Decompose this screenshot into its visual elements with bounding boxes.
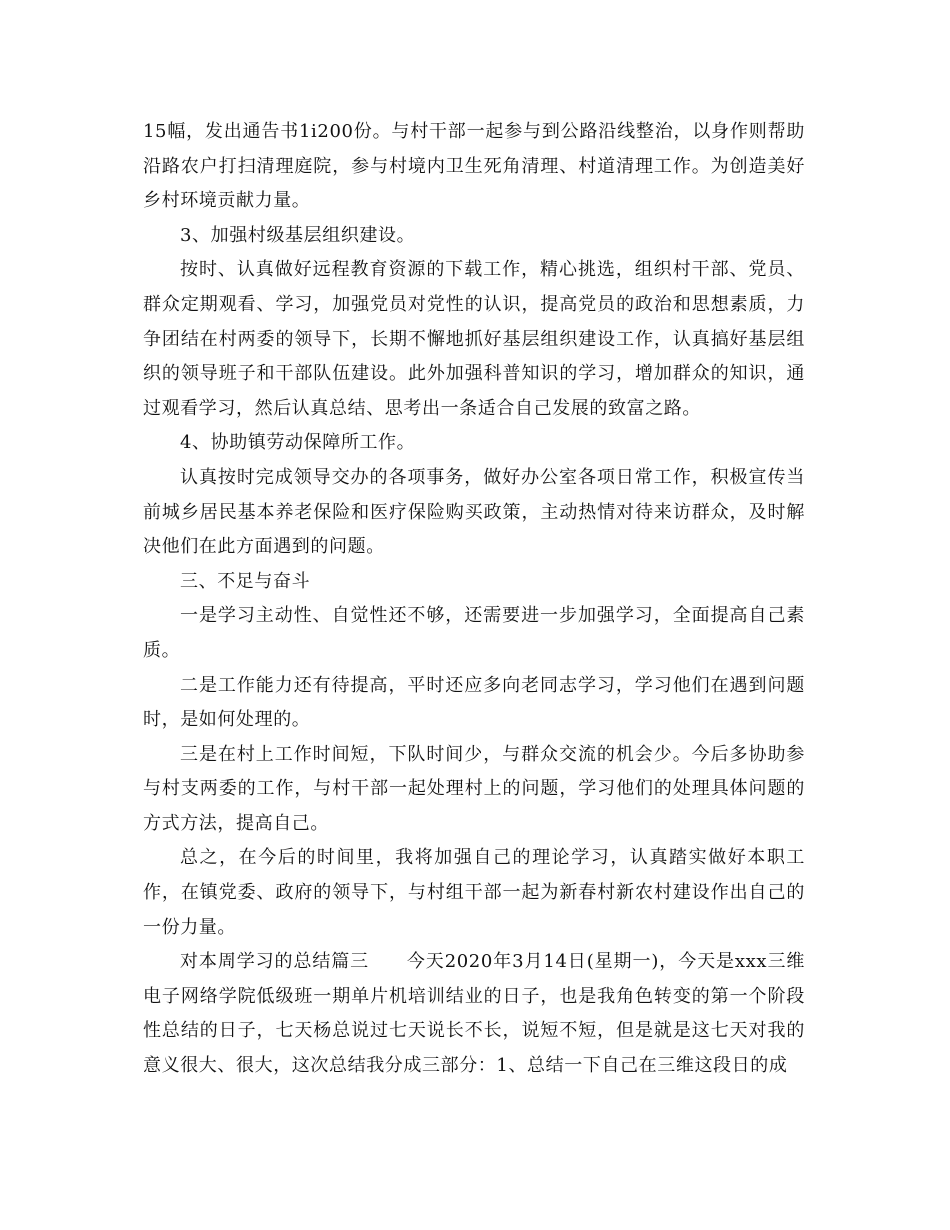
- document-body: [143, 115, 805, 1084]
- paragraph: 总之，在今后的时间里，我将加强自己的理论学习，认真踏实做好本职工作，在镇党委、政府的领导下，与村组干部一起为新春村新农村建设作出自己的一份力量。: [143, 847, 805, 938]
- paragraph: 三是在村上工作时间短，下队时间少，与群众交流的机会少。今后多协助参与村支两委的工作，与村干部一起处理村上的问题，学习他们的处理具体问题的方式方法，提高自己。: [143, 743, 805, 834]
- paragraph: 一是学习主动性、自觉性还不够，还需要进一步加强学习，全面提高自己素质。: [143, 605, 805, 661]
- paragraph: 二是工作能力还有待提高，平时还应多向老同志学习，学习他们在遇到问题时，是如何处理的。: [143, 674, 805, 731]
- paragraph: 15幅，发出通告书1i200份。与村干部一起参与到公路沿线整治，以身作则帮助沿路农户打扫清理庭院，参与村境内卫生死角清理、村道清理工作。为创造美好乡村环境贡献力量。: [143, 121, 805, 212]
- paragraph: 认真按时完成领导交办的各项事务，做好办公室各项日常工作，积极宣传当前城乡居民基本养老保险和医疗保险购买政策，主动热情对待来访群众，及时解决他们在此方面遇到的问题。: [143, 466, 805, 558]
- paragraph: 按时、认真做好远程教育资源的下载工作，精心挑选，组织村干部、党员、群众定期观看、学习，加强党员对党性的认识，提高党员的政治和思想素质，力争团结在村两委的领导下，长期不懈地抓好基层组织建设工作，认真搞好基层组织的领导班子和干部队伍建设。此外加强科普知识的学习，增加群众的知识，通过观看学习，然后认真总结、思考出一条适合自己发展的致富之路。: [143, 259, 805, 419]
- section-heading: 3、加强村级基层组织建设。: [180, 224, 416, 246]
- paragraph: 对本周学习的总结篇三 今天2020年3月14日(星期一)，今天是xxx三维电子网络学院低级班一期单片机培训结业的日子，也是我角色转变的第一个阶段性总结的日子，七天杨总说过七天说长不长，说短不短，但是就是这七天对我的意义很大、很大，这次总结我分成三部分：1、总结一下自己在三维这段日的成: [143, 951, 805, 1077]
- section-heading: 三、不足与奋斗: [180, 570, 311, 592]
- section-heading: 4、协助镇劳动保障所工作。: [180, 432, 416, 454]
